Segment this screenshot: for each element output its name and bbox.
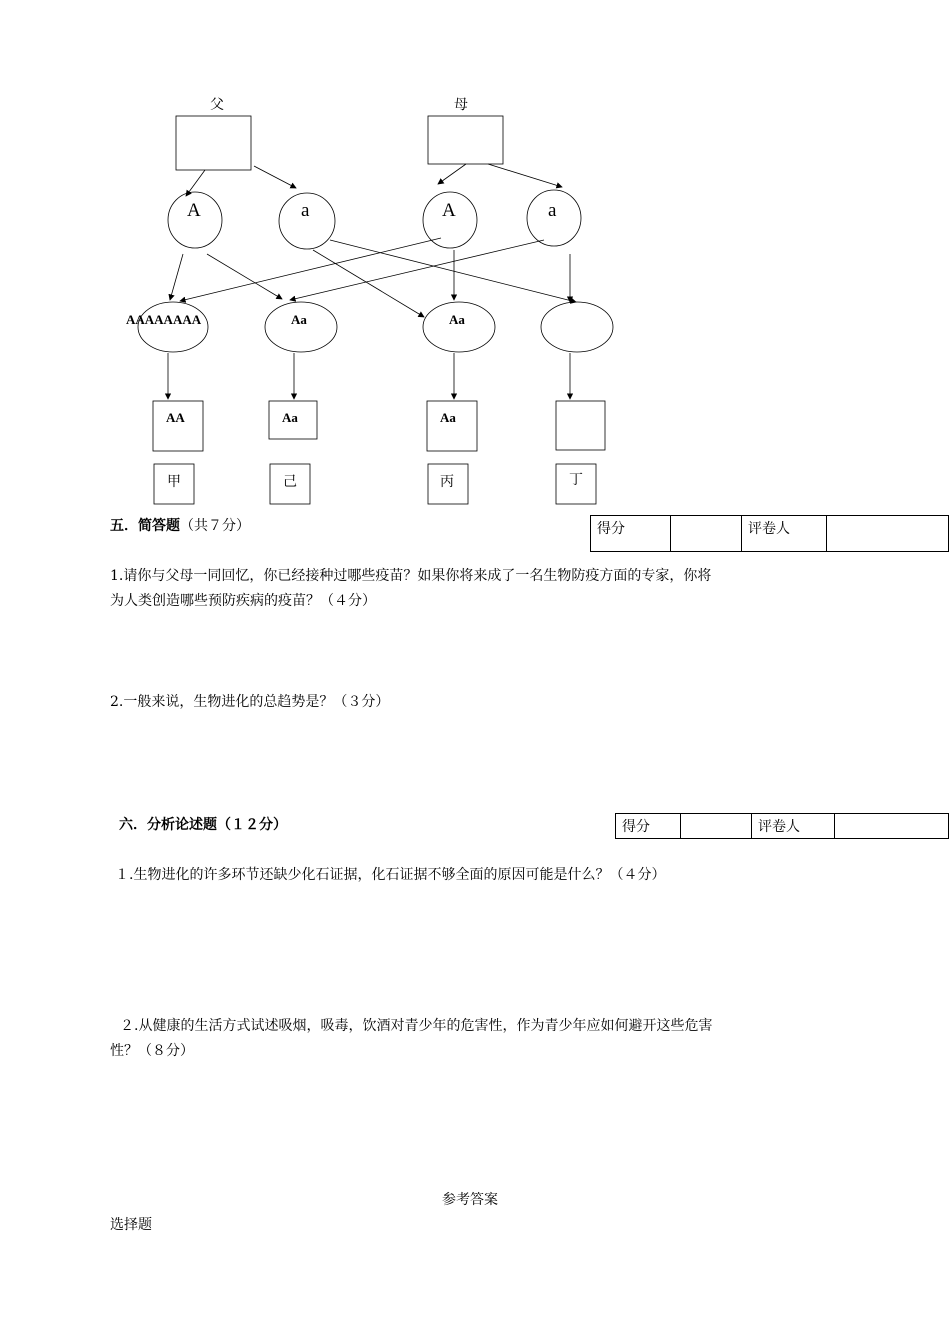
mother-box <box>428 116 503 164</box>
gamete-label: a <box>548 200 557 221</box>
gamete-label: A <box>442 200 456 221</box>
offspring-name: 丙 <box>440 474 454 490</box>
gamete-label: a <box>301 200 310 221</box>
arrow <box>180 238 441 301</box>
grader-cell[interactable] <box>835 814 949 839</box>
mother-label: 母 <box>454 97 468 113</box>
score-label: 得分 <box>616 814 681 839</box>
zygote-label: AAAAAAAA <box>126 312 202 327</box>
offspring-genotype: AA <box>166 410 185 425</box>
score-cell[interactable] <box>681 814 752 839</box>
grader-label: 评卷人 <box>752 814 835 839</box>
gamete-label: A <box>187 200 201 221</box>
father-box <box>176 116 251 170</box>
offspring-genotype: Aa <box>282 410 298 425</box>
arrow <box>254 166 296 188</box>
offspring-name: 己 <box>283 474 297 490</box>
section6-question-2 <box>110 1014 870 1064</box>
section5-title: 五．简答题 <box>110 518 180 534</box>
section6-question-1: １.生物进化的许多环节还缺少化石证据，化石证据不够全面的原因可能是什么？（４分） <box>115 867 666 883</box>
question-text: 1.请你与父母一同回忆，你已经接种过哪些疫苗？如果你将来成了一名生物防疫方面的专家，你将 <box>110 568 712 584</box>
question-text: 性？（８分） <box>110 1043 194 1059</box>
section5-question-1 <box>110 564 870 614</box>
genetics-diagram <box>0 0 950 520</box>
question-text: 为人类创造哪些预防疾病的疫苗？（４分） <box>110 593 376 609</box>
score-cell[interactable] <box>671 516 742 552</box>
father-label: 父 <box>210 97 224 113</box>
zygote-label: Aa <box>291 312 307 327</box>
answers-title: 参考答案 <box>442 1192 498 1208</box>
arrow <box>170 254 183 300</box>
arrow <box>207 254 282 299</box>
section5-question-2: 2.一般来说，生物进化的总趋势是？（３分） <box>110 694 390 710</box>
section5-points: （共７分） <box>180 518 250 534</box>
question-text: ２.从健康的生活方式试述吸烟，吸毒，饮酒对青少年的危害性，作为青少年应如何避开这些危害 <box>120 1018 713 1034</box>
arrow <box>313 250 424 317</box>
offspring-genotype: Aa <box>440 410 456 425</box>
arrow <box>438 164 466 184</box>
arrow <box>290 240 544 300</box>
section6-score-table <box>615 813 949 839</box>
section5-score-table <box>590 515 949 552</box>
offspring-name: 甲 <box>167 474 181 490</box>
arrow <box>488 164 562 187</box>
zygote-ellipse <box>541 302 613 352</box>
grader-cell[interactable] <box>827 516 949 552</box>
answers-subtitle: 选择题 <box>110 1217 152 1233</box>
zygote-label: Aa <box>449 312 465 327</box>
section5-heading <box>110 516 250 536</box>
section6-title: 六．分析论述题（１２分） <box>119 817 287 833</box>
grader-label: 评卷人 <box>742 516 827 552</box>
offspring-box <box>556 401 605 450</box>
score-label: 得分 <box>591 516 671 552</box>
offspring-name: 丁 <box>569 472 583 488</box>
arrow <box>330 240 576 302</box>
